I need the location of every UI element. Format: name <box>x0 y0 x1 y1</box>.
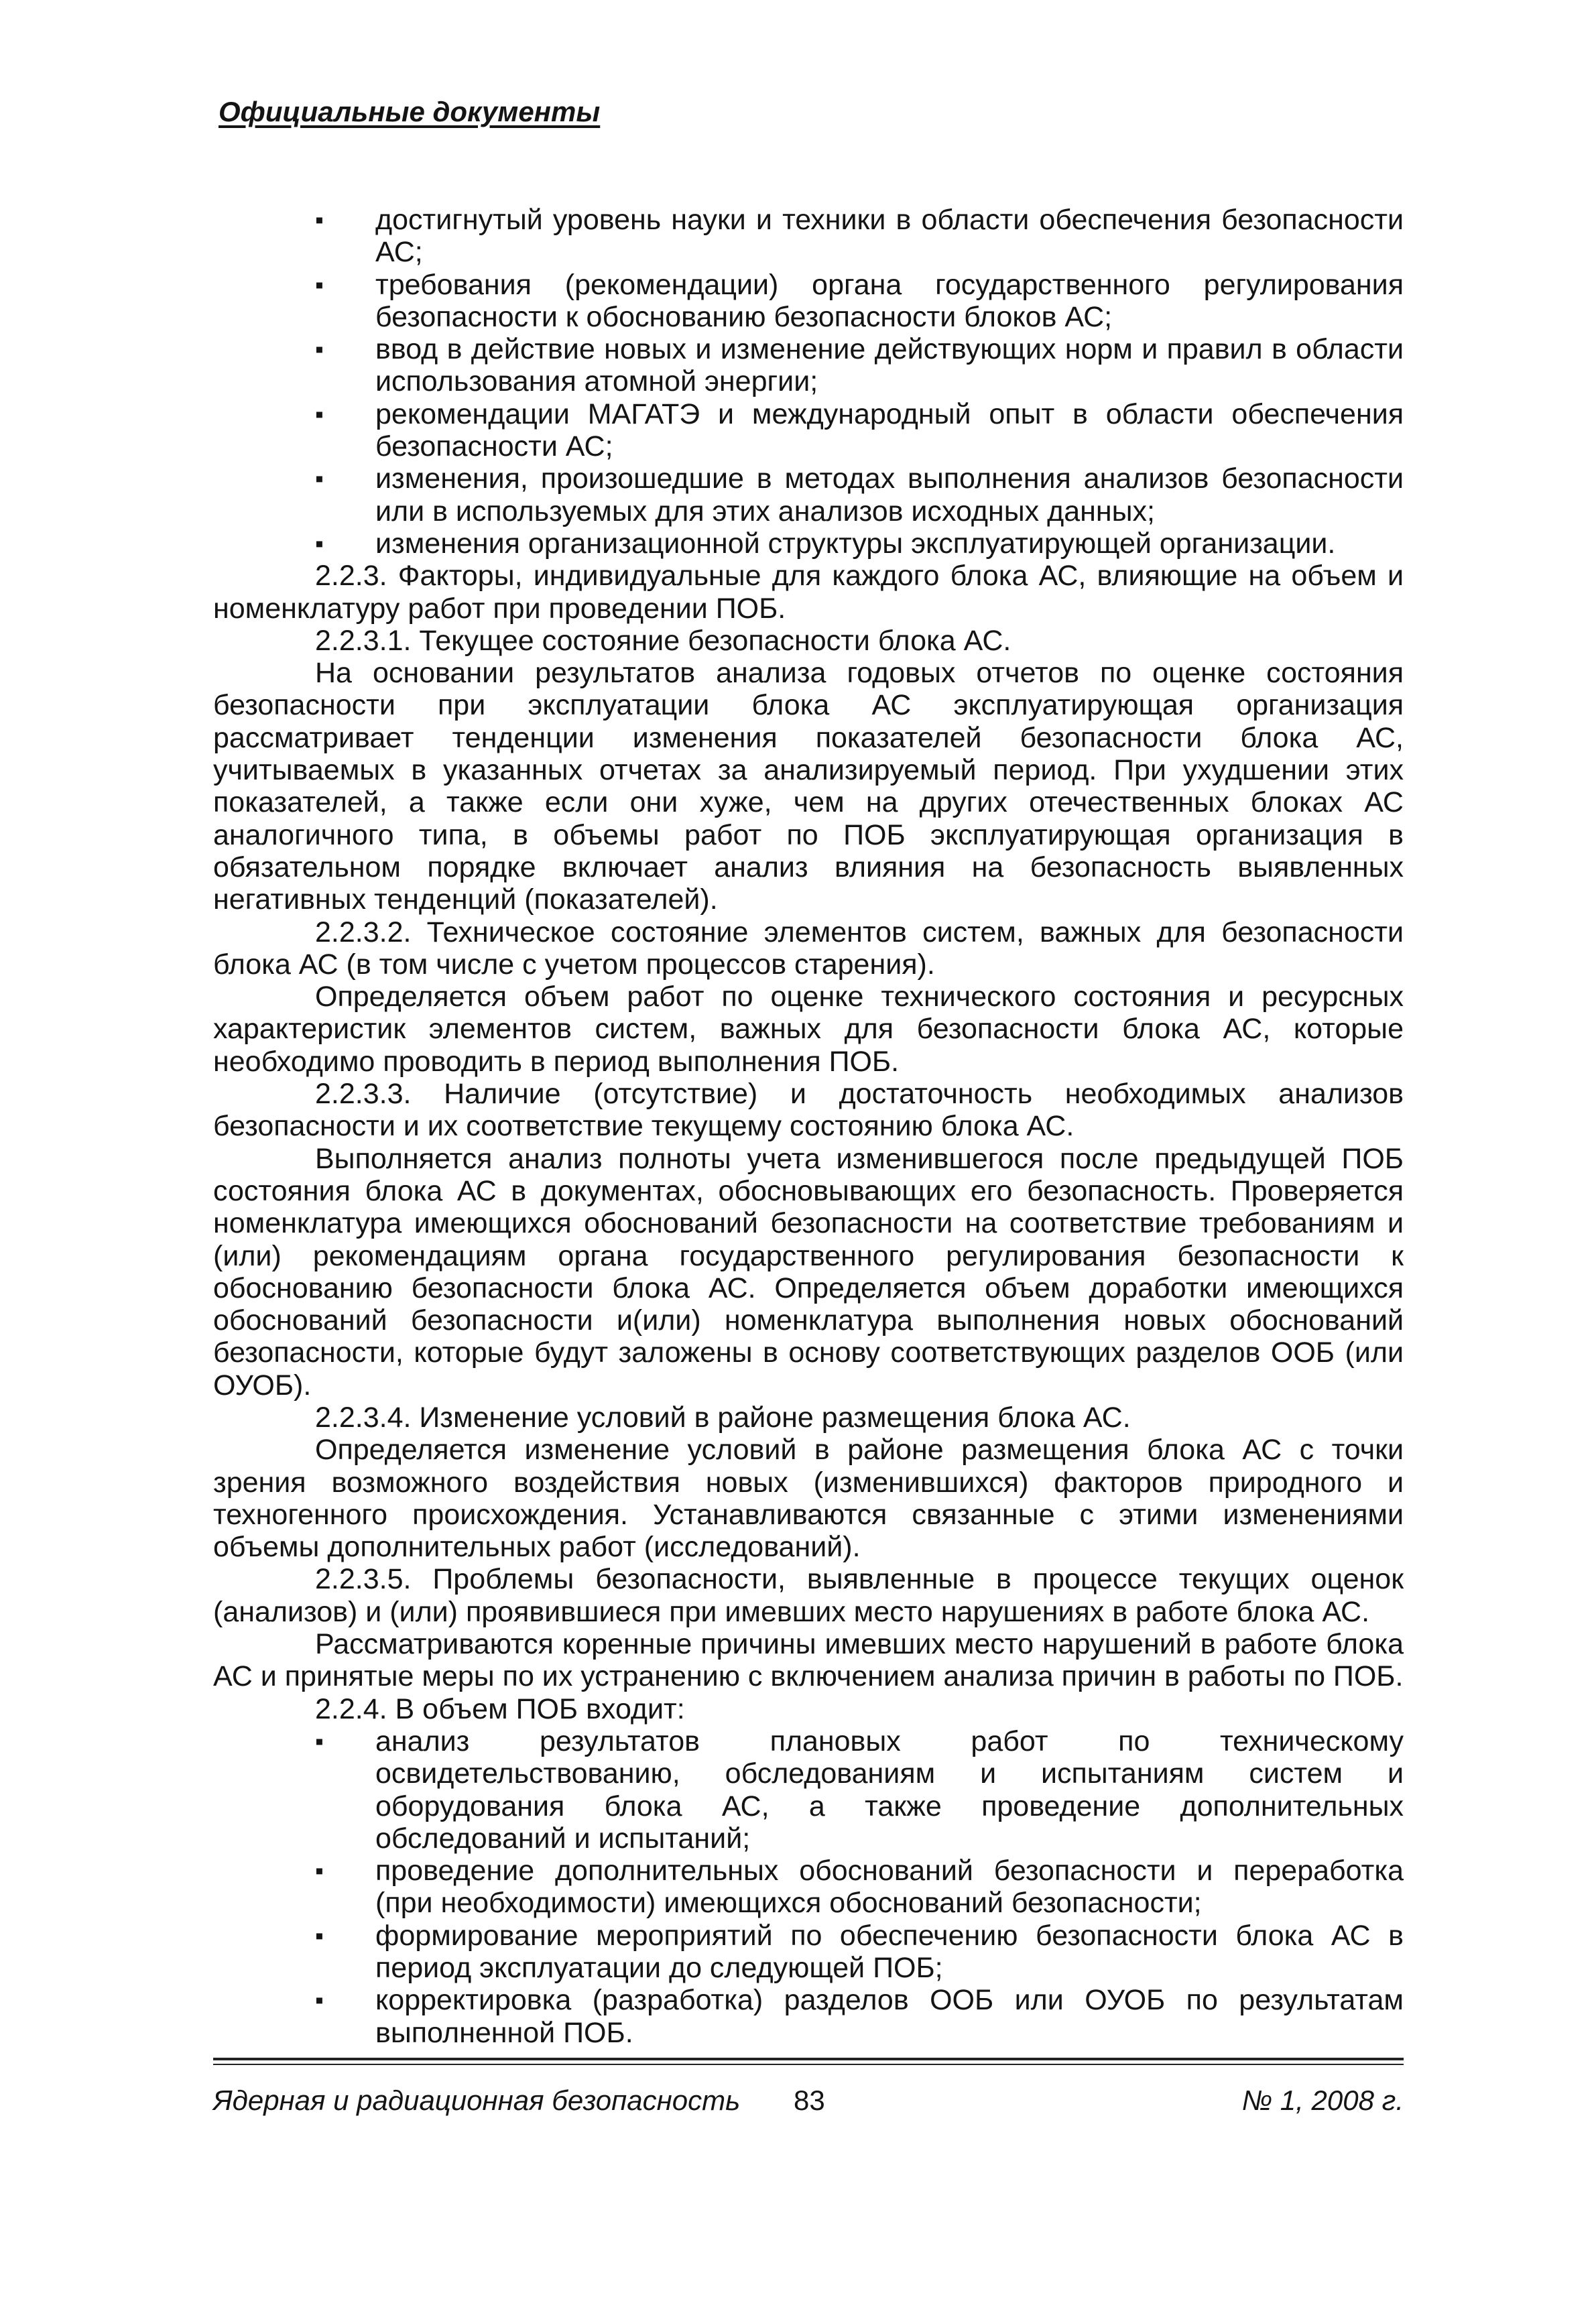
heading-2-2-3-3: 2.2.3.3. Наличие (отсутствие) и достаточность необходимых анализов безопасности и их соответствие текущему состоянию блока АС. <box>213 1078 1404 1143</box>
running-header: Официальные документы <box>219 96 601 127</box>
article-body <box>213 204 1404 2049</box>
paragraph: Рассматриваются коренные причины имевших место нарушений в работе блока АС и принятые меры по их устранению с включением анализа причин в работы по ПОБ. <box>213 1628 1404 1693</box>
paragraph: На основании результатов анализа годовых отчетов по оценке состояния безопасности при эксплуатации блока АС эксплуатирующая организация рассматривает тенденции изменения показателей безопасности блока АС, учитываемых в указанных отчетах за анализируемый период. При ухудшении этих показателей, а также если они хуже, чем на других отечественных блоках АС аналогичного типа, в объемы работ по ПОБ эксплуатирующая организация в обязательном порядке включает анализ влияния на безопасность выявленных негативных тенденций (показателей). <box>213 657 1404 916</box>
paragraph: Выполняется анализ полноты учета изменившегося после предыдущей ПОБ состояния блока АС в документах, обосновывающих его безопасность. Проверяется номенклатура имеющихся обоснований безопасности на соответствие требованиям и (или) рекомендациям органа государственного регулирования безопасности к обоснованию безопасности блока АС. Определяется объем доработки имеющихся обоснований безопасности и(или) номенклатура выполнения новых обоснований безопасности, которые будут заложены в основу соответствующих разделов ООБ (или ОУОБ). <box>213 1142 1404 1402</box>
list-item: ▪ корректировка (разработка) разделов ООБ или ОУОБ по результатам выполненной ПОБ. <box>213 1984 1404 2049</box>
list-item: ▪ рекомендации МАГАТЭ и международный опыт в области обеспечения безопасности АС; <box>213 398 1404 463</box>
paragraph: Определяется объем работ по оценке технического состояния и ресурсных характеристик элементов систем, важных для безопасности блока АС, которые необходимо проводить в период выполнения ПОБ. <box>213 981 1404 1078</box>
paragraph: Определяется изменение условий в районе размещения блока АС с точки зрения возможного воздействия новых (изменившихся) факторов природного и техногенного происхождения. Устанавливаются связанные с этими изменениями объемы дополнительных работ (исследований). <box>213 1434 1404 1564</box>
heading-2-2-3-2: 2.2.3.2. Техническое состояние элементов систем, важных для безопасности блока АС (в том числе с учетом процессов старения). <box>213 916 1404 981</box>
heading-2-2-3-5: 2.2.3.5. Проблемы безопасности, выявленные в процессе текущих оценок (анализов) и (или) проявившиеся при имевших место нарушениях в работе блока АС. <box>213 1563 1404 1628</box>
list-item: ▪ анализ результатов плановых работ по техническому освидетельствованию, обследованиям и испытаниям систем и оборудования блока АС, а также проведение дополнительных обследований и испытаний; <box>213 1725 1404 1855</box>
heading-2-2-4: 2.2.4. В объем ПОБ входит: <box>315 1692 685 1725</box>
footer-journal-title: Ядерная и радиационная безопасность <box>213 2085 741 2116</box>
footer-issue: № 1, 2008 г. <box>1241 2085 1404 2116</box>
heading-2-2-3-1: 2.2.3.1. Текущее состояние безопасности блока АС. <box>315 624 1011 657</box>
list-item: ▪ ввод в действие новых и изменение действующих норм и правил в области использования атомной энергии; <box>213 333 1404 398</box>
list-item: ▪ проведение дополнительных обоснований безопасности и переработка (при необходимости) имеющихся обоснований безопасности; <box>213 1855 1404 1920</box>
paragraph-2-2-3: 2.2.3. Факторы, индивидуальные для каждого блока АС, влияющие на объем и номенклатуру работ при проведении ПОБ. <box>213 560 1404 625</box>
bullet-list-factors <box>213 204 1404 560</box>
list-item: ▪ изменения организационной структуры эксплуатирующей организации. <box>213 527 1404 560</box>
list-item: ▪ изменения, произошедшие в методах выполнения анализов безопасности или в используемых для этих анализов исходных данных; <box>213 462 1404 527</box>
page-footer <box>213 2085 1404 2125</box>
footer-divider <box>213 2064 1404 2065</box>
page-number: 83 <box>794 2085 825 2116</box>
list-item: ▪ формирование мероприятий по обеспечению безопасности блока АС в период эксплуатации до следующей ПОБ; <box>213 1920 1404 1985</box>
bullet-list-scope <box>213 1725 1404 2049</box>
list-item: ▪ достигнутый уровень науки и техники в области обеспечения безопасности АС; <box>213 204 1404 269</box>
heading-2-2-3-4: 2.2.3.4. Изменение условий в районе размещения блока АС. <box>315 1401 1131 1434</box>
list-item: ▪ требования (рекомендации) органа государственного регулирования безопасности к обоснованию безопасности блоков АС; <box>213 269 1404 334</box>
footer-divider <box>213 2058 1404 2060</box>
